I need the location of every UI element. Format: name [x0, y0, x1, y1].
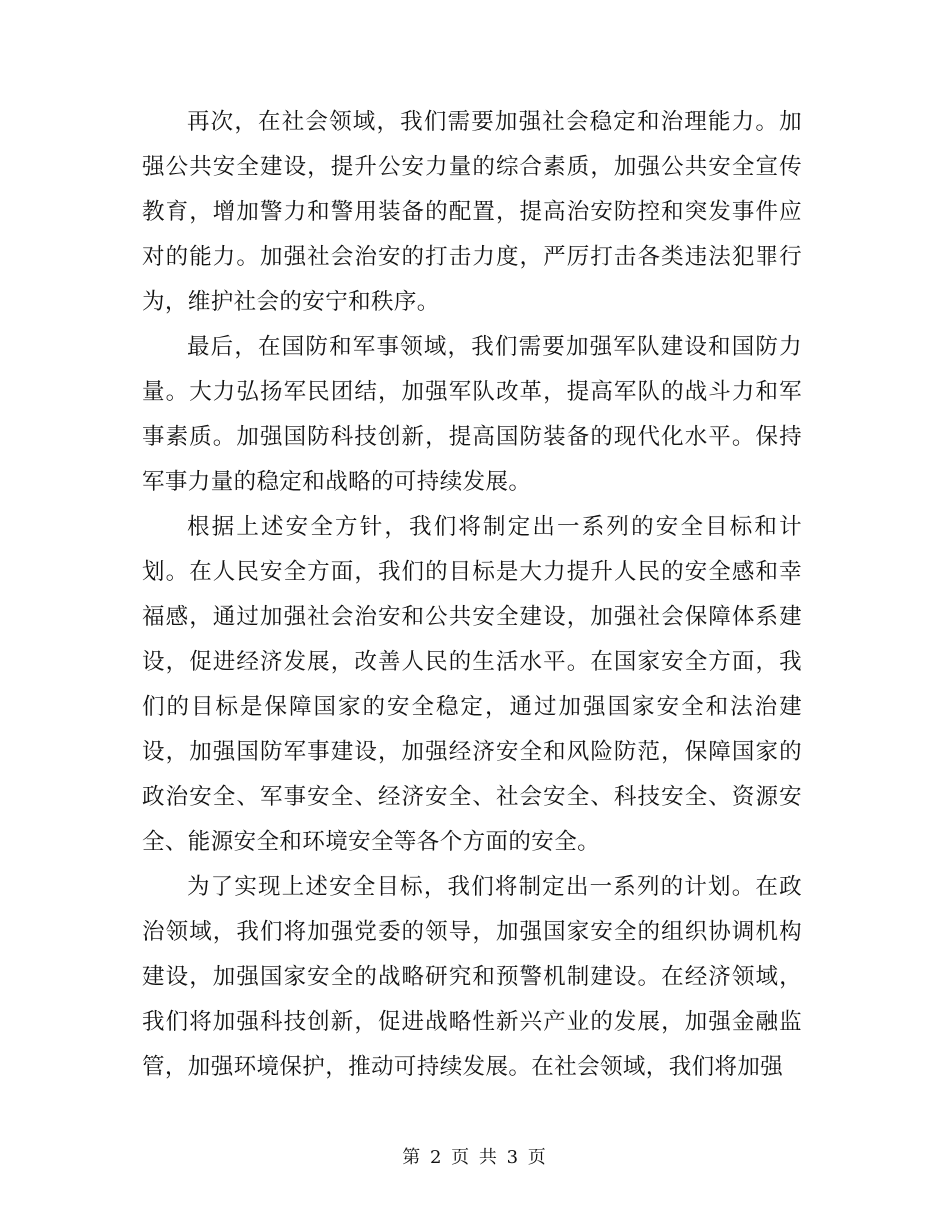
- paragraph-security-plans: 为了实现上述安全目标，我们将制定出一系列的计划。在政治领域，我们将加强党委的领导，加强国家安全的组织协调机构建设，加强国家安全的战略研究和预警机制建设。在经济领域，我们将加强科技创新，促进战略性新兴产业的发展，加强金融监管，加强环境保护，推动可持续发展。在社会领域，我们将加强: [142, 874, 802, 1080]
- page-number-footer: 第 2 页 共 3 页: [402, 1147, 548, 1168]
- document-body: [142, 100, 802, 1090]
- paragraph-defense-domain: 最后，在国防和军事领域，我们需要加强军队建设和国防力量。大力弘扬军民团结，加强军队改革，提高军队的战斗力和军事素质。加强国防科技创新，提高国防装备的现代化水平。保持军事力量的稳定和战略的可持续发展。: [142, 334, 802, 495]
- paragraph-social-domain: 再次，在社会领域，我们需要加强社会稳定和治理能力。加强公共安全建设，提升公安力量的综合素质，加强公共安全宣传教育，增加警力和警用装备的配置，提高治安防控和突发事件应对的能力。加强社会治安的打击力度，严厉打击各类违法犯罪行为，维护社会的安宁和秩序。: [142, 109, 802, 315]
- paragraph-security-goals: 根据上述安全方针，我们将制定出一系列的安全目标和计划。在人民安全方面，我们的目标是大力提升人民的安全感和幸福感，通过加强社会治安和公共安全建设，加强社会保障体系建设，促进经济发展，改善人民的生活水平。在国家安全方面，我们的目标是保障国家的安全稳定，通过加强国家安全和法治建设，加强国防军事建设，加强经济安全和风险防范，保障国家的政治安全、军事安全、经济安全、社会安全、科技安全、资源安全、能源安全和环境安全等各个方面的安全。: [142, 514, 802, 855]
